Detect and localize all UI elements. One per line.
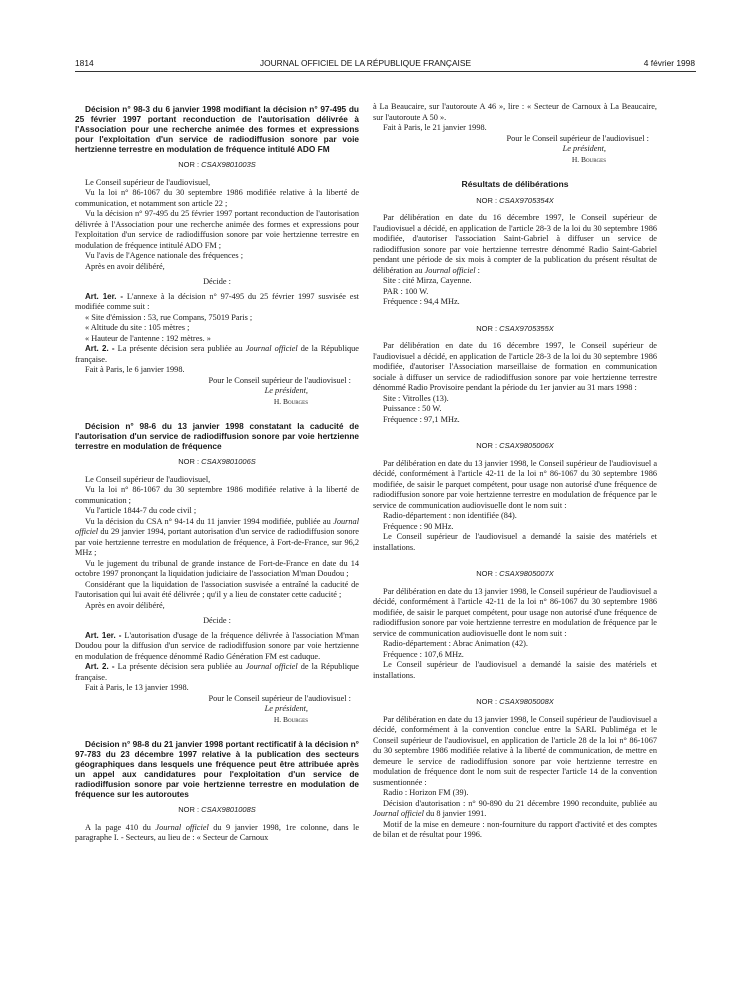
article-label: Art. 1er. -	[85, 291, 124, 301]
journal-ref: Journal officiel	[75, 516, 359, 536]
nor-reference	[75, 457, 359, 468]
nor-reference	[373, 697, 657, 708]
fait-line: Fait à Paris, le 6 janvier 1998.	[85, 365, 185, 374]
signature-name: H. Bourges	[273, 396, 308, 406]
journal-ref: Journal officiel	[245, 344, 298, 353]
signature-title: Le président,	[562, 144, 606, 153]
detail-line: Radio-département : Abrac Animation (42).	[383, 639, 528, 648]
article-2	[75, 662, 359, 683]
nor-code: CSAX9801006S	[201, 457, 256, 466]
paragraph: Le Conseil supérieur de l'audiovisuel a demandé la saisie des matériels et installations.	[373, 660, 657, 680]
article-1	[75, 292, 359, 313]
nor-reference	[373, 441, 657, 452]
nor-label: NOR :	[178, 805, 200, 814]
nor-reference	[373, 569, 657, 580]
nor-code: CSAX9805008X	[499, 697, 554, 706]
results-heading: Résultats de délibérations	[461, 179, 569, 189]
fait-line: Fait à Paris, le 13 janvier 1998.	[85, 683, 189, 692]
decision-98-8	[75, 739, 359, 844]
article-text: L'autorisation d'usage de la fréquence délivrée à l'association M'man Doudou pour la diffusion d'un service de radiodiffusion sonore par voie hertzienne en modulation de fréquence dénommé Radio Génération FM est caduque.	[75, 630, 359, 661]
detail-line: Radio : Horizon FM (39).	[383, 788, 469, 797]
paragraph: Par délibération en date du 16 décembre 1997, le Conseil supérieur de l'audiovisuel a décidé, en application de l'article 28-3 de la loi du 30 septembre 1986 modifiée, d'autoriser l'Association marseillaise de formation en communication sociale à diffuser un service de radiodiffusion sonore par voie hertzienne terrestre dénommé Radio Provisoire pendant la période du 1er janvier au 31 mars 1998 :	[373, 341, 657, 392]
signature-line: Pour le Conseil supérieur de l'audiovisuel :	[208, 375, 351, 385]
decision-title: Décision n° 98-6 du 13 janvier 1998 constatant la caducité de l'autorisation d'un service de radiodiffusion sonore par voie hertzienne terrestre en modulation de fréquence	[75, 421, 359, 451]
paragraph	[75, 517, 359, 559]
result-9705354X	[373, 196, 657, 308]
nor-reference	[373, 196, 657, 207]
decision-title: Décision n° 98-3 du 6 janvier 1998 modifiant la décision n° 97-495 du 25 février 1997 portant reconduction de l'autorisation délivrée à l'Association pour une recherche animée des formes et expressions pour l'exploitation d'un service de radiodiffusion sonore par voie hertzienne terrestre en modulation de fréquence intitulé ADO FM	[75, 104, 359, 154]
article-label: Art. 1er. -	[85, 630, 122, 640]
signature-name: H. Bourges	[571, 154, 606, 164]
article-1	[75, 631, 359, 663]
paragraph: Vu l'article 1844-7 du code civil ;	[85, 506, 197, 515]
nor-reference	[75, 160, 359, 171]
page-number: 1814	[75, 58, 94, 68]
list-item: « Site d'émission : 53, rue Compans, 75019 Paris ;	[85, 312, 253, 322]
nor-label: NOR :	[476, 569, 498, 578]
signature-line: Pour le Conseil supérieur de l'audiovisuel :	[506, 133, 649, 143]
nor-code: CSAX9705354X	[499, 195, 554, 205]
detail-line: Radio-département : non identifiée (84).	[383, 511, 517, 520]
paragraph: Motif de la mise en demeure : non-fourniture du rapport d'activité et des comptes de bilan et de résultat pour 1996.	[373, 819, 657, 839]
paragraph: Vu la décision n° 97-495 du 25 février 1997 portant reconduction de l'autorisation délivrée à l'Association pour une recherche animée des formes et expressions pour l'exploitation d'un service de radiodiffusion sonore par voie hertzienne terrestre en modulation de fréquence intitulé ADO FM ;	[75, 209, 359, 250]
list-item: « Altitude du site : 105 mètres ;	[85, 323, 190, 332]
article-text: de la République française.	[75, 662, 359, 682]
detail-line: Puissance : 50 W.	[383, 404, 442, 413]
decision-98-3	[75, 104, 359, 407]
result-9705355X	[373, 324, 657, 426]
nor-code: CSAX9805007X	[499, 569, 554, 578]
article-text: L'annexe à la décision n° 97-495 du 25 février 1997 susvisée est modifiée comme suit :	[75, 291, 359, 311]
paragraph: Le Conseil supérieur de l'audiovisuel,	[85, 474, 211, 484]
paragraph	[75, 823, 359, 844]
nor-label: NOR :	[476, 323, 498, 333]
result-9805006X	[373, 441, 657, 553]
nor-code: CSAX9705355X	[499, 323, 554, 333]
text: du 29 janvier 1994, portant autorisation d'un service de radiodiffusion sonore par voie hertzienne terrestre en modulation de fréquence, à Fort-de-France, sur 96,2 MHz ;	[75, 527, 359, 557]
text: A la page 410 du	[85, 822, 156, 832]
decide-heading: Décide :	[203, 277, 231, 286]
paragraph: Vu le jugement du tribunal de grande instance de Fort-de-France en date du 14 octobre 1997 prononçant la liquidation judiciaire de l'association M'man Doudou ;	[75, 558, 359, 578]
journal-ref: Journal officiel	[245, 662, 298, 671]
journal-title: JOURNAL OFFICIEL DE LA RÉPUBLIQUE FRANÇAISE	[259, 58, 472, 68]
nor-label: NOR :	[476, 697, 498, 706]
detail-line: PAR : 100 W.	[383, 286, 429, 296]
text: Décision d'autorisation : n° 90-890 du 21 décembre 1990 reconduite, publiée au	[383, 798, 657, 808]
header-rule	[75, 71, 696, 72]
journal-ref: Journal officiel	[424, 265, 476, 275]
journal-ref: Journal officiel	[155, 822, 209, 832]
paragraph: Vu l'avis de l'Agence nationale des fréquences ;	[85, 251, 243, 260]
text: Par délibération en date du 16 décembre 1997, le Conseil supérieur de l'audiovisuel a décidé, en application de l'article 28-3 de la loi du 30 septembre 1986 modifiée, d'autoriser l'association Saint-Gabriel à diffuser un service de radiodiffusion sonore par voie hertzienne terrestre dénommé Radio Saint-Gabriel pendant une période de six mois à compter de la publication du présent résultat de délibération au	[373, 213, 657, 275]
nor-label: NOR :	[178, 160, 200, 169]
detail-line: Fréquence : 90 MHz.	[383, 521, 454, 531]
paragraph: Par délibération en date du 13 janvier 1998, le Conseil supérieur de l'audiovisuel a décidé, conformément à l'article 42-11 de la loi n° 86-1067 du 30 septembre 1986 modifiée, de saisir le parquet compétent, pour usage non autorisé d'une fréquence de radiodiffusion sonore par voie hertzienne terrestre en modulation de fréquence par le service de communication audiovisuelle dont le nom suit :	[373, 458, 657, 510]
paragraph: Considérant que la liquidation de l'association susvisée a entraîné la caducité de l'autorisation qui lui avait été délivrée ; qu'il y a lieu de constater cette caducité ;	[75, 579, 359, 599]
paragraph: Par délibération en date du 13 janvier 1998, le Conseil supérieur de l'audiovisuel a décidé, conformément à l'article 42-11 de la loi n° 86-1067 du 30 septembre 1986 modifiée, de saisir le parquet compétent, pour usage non autorisé d'une fréquence de radiodiffusion sonore par voie hertzienne terrestre en modulation de fréquence par le service de communication audiovisuelle dont le nom suit :	[373, 586, 657, 638]
decision-98-6	[75, 421, 359, 725]
list-item: « Hauteur de l'antenne : 192 mètres. »	[85, 333, 211, 343]
fait-line: Fait à Paris, le 21 janvier 1998.	[383, 123, 487, 132]
paragraph	[373, 213, 657, 276]
nor-code: CSAX9801003S	[201, 160, 256, 169]
paragraph: Après en avoir délibéré,	[85, 600, 165, 610]
left-column	[75, 104, 359, 844]
text: du 9 janvier 1998, 1re colonne, dans le paragraphe I. - Secteurs, au lieu de : « Secteur de Carnoux	[75, 822, 360, 842]
article-label: Art. 2. -	[85, 662, 115, 671]
detail-line: Fréquence : 107,6 MHz.	[383, 649, 464, 659]
signature-title: Le président,	[264, 704, 308, 713]
paragraph: Le Conseil supérieur de l'audiovisuel,	[85, 177, 211, 187]
nor-code: CSAX9805006X	[499, 441, 554, 450]
article-text: La présente décision sera publiée au	[117, 662, 246, 671]
paragraph: Par délibération en date du 13 janvier 1998, le Conseil supérieur de l'audiovisuel a décidé, conformément à la convention conclue entre la SARL Publiméga et le Conseil supérieur de l'audiovisuel, en application de l'article 28 de la loi n° 86-1067 du 30 septembre 1986 modifiée relative à la liberté de communication, de mettre en demeure le service de radiodiffusion sonore par voie hertzienne terrestre en modulation de fréquence dont le nom suit de respecter l'article 14 de la convention susmentionnée :	[373, 714, 657, 787]
nor-label: NOR :	[476, 441, 498, 450]
result-9805007X	[373, 569, 657, 681]
nor-code: CSAX9801008S	[201, 805, 256, 814]
article-text: La présente décision sera publiée au	[117, 344, 246, 353]
nor-reference	[373, 324, 657, 335]
detail-line: Site : Vitrolles (13).	[383, 393, 449, 403]
text: Vu la décision du CSA n° 94-14 du 11 janvier 1994 modifiée, publiée au	[85, 516, 334, 526]
paragraph: Le Conseil supérieur de l'audiovisuel a demandé la saisie des matériels et installations.	[373, 532, 657, 552]
detail-line	[373, 799, 657, 820]
detail-line: Site : cité Mirza, Cayenne.	[383, 276, 472, 285]
text: :	[475, 265, 480, 275]
continuation-text: à La Beaucaire, sur l'autoroute A 46 », lire : « Secteur de Carnoux à La Beaucaire, sur l'autoroute A 50 ».	[373, 102, 657, 122]
paragraph: Après en avoir délibéré,	[85, 261, 165, 271]
nor-reference	[75, 805, 359, 816]
paragraph: Vu la loi n° 86-1067 du 30 septembre 1986 modifiée relative à la liberté de communication, et notamment son article 22 ;	[75, 188, 359, 208]
result-9805008X	[373, 697, 657, 841]
signature-title: Le président,	[264, 386, 308, 395]
decide-heading: Décide :	[203, 616, 231, 625]
detail-line: Fréquence : 94,4 MHz.	[383, 297, 460, 306]
article-2	[75, 344, 359, 365]
signature-line: Pour le Conseil supérieur de l'audiovisuel :	[208, 693, 351, 703]
article-label: Art. 2. -	[85, 344, 115, 353]
detail-line: Fréquence : 97,1 MHz.	[383, 414, 460, 424]
signature-name: H. Bourges	[273, 714, 308, 724]
nor-label: NOR :	[178, 457, 200, 466]
right-column	[373, 102, 657, 841]
article-text: de la République française.	[75, 344, 359, 364]
issue-date: 4 février 1998	[643, 58, 695, 68]
nor-label: NOR :	[476, 195, 498, 205]
text: du 8 janvier 1991.	[423, 809, 487, 818]
journal-ref: Journal officiel	[373, 809, 424, 818]
paragraph: Vu la loi n° 86-1067 du 30 septembre 1986 modifiée relative à la liberté de communication ;	[75, 485, 359, 505]
decision-title: Décision n° 98-8 du 21 janvier 1998 portant rectificatif à la décision n° 97-783 du 23 décembre 1997 relative à la publication des secteurs géographiques dans lesquels une fréquence peut être attribuée après un appel aux candidatures pour l'exploitation d'un service de radiodiffusion sonore par voie hertzienne terrestre en modulation de fréquence sur les autoroutes	[75, 739, 359, 799]
